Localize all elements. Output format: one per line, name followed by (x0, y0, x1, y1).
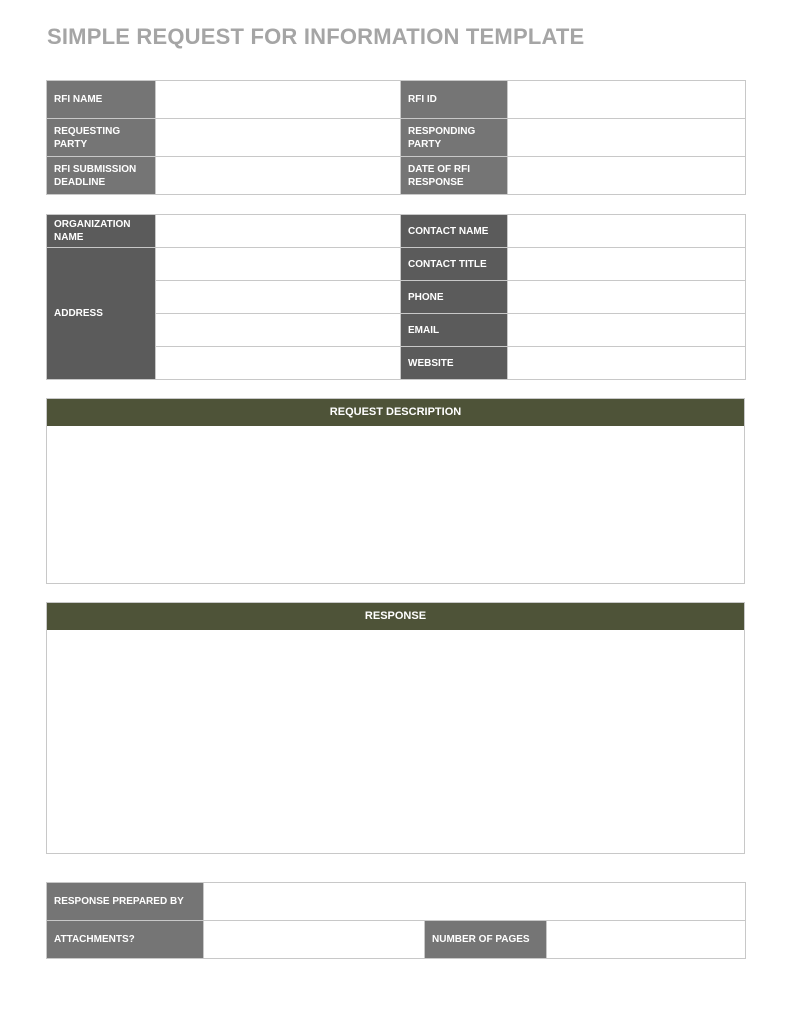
response-prepared-by-field[interactable] (204, 883, 746, 921)
phone-label: PHONE (401, 281, 508, 314)
responding-party-label: RESPONDING PARTY (401, 119, 508, 157)
email-field[interactable] (508, 314, 746, 347)
response-header: RESPONSE (47, 603, 744, 630)
rfi-name-label: RFI NAME (47, 81, 156, 119)
address-label: ADDRESS (47, 248, 156, 380)
contact-info-table (46, 214, 746, 380)
requesting-party-label: REQUESTING PARTY (47, 119, 156, 157)
contact-title-label: CONTACT TITLE (401, 248, 508, 281)
request-description-field[interactable] (47, 426, 744, 583)
date-of-response-field[interactable] (508, 157, 746, 195)
contact-name-field[interactable] (508, 215, 746, 248)
response-prepared-by-label: RESPONSE PREPARED BY (47, 883, 204, 921)
website-field[interactable] (508, 347, 746, 380)
contact-name-label: CONTACT NAME (401, 215, 508, 248)
rfi-id-field[interactable] (508, 81, 746, 119)
email-label: EMAIL (401, 314, 508, 347)
response-field[interactable] (47, 630, 744, 853)
address-line-3-field[interactable] (156, 314, 401, 347)
address-line-4-field[interactable] (156, 347, 401, 380)
address-line-2-field[interactable] (156, 281, 401, 314)
number-of-pages-label: NUMBER OF PAGES (425, 921, 547, 959)
organization-name-field[interactable] (156, 215, 401, 248)
phone-field[interactable] (508, 281, 746, 314)
document-title: SIMPLE REQUEST FOR INFORMATION TEMPLATE (47, 24, 585, 49)
rfi-info-table (46, 80, 746, 195)
request-description-section (46, 398, 745, 584)
date-of-response-label: DATE OF RFI RESPONSE (401, 157, 508, 195)
rfi-name-field[interactable] (156, 81, 401, 119)
number-of-pages-field[interactable] (547, 921, 746, 959)
request-description-header: REQUEST DESCRIPTION (47, 399, 744, 426)
submission-deadline-label: RFI SUBMISSION DEADLINE (47, 157, 156, 195)
requesting-party-field[interactable] (156, 119, 401, 157)
attachments-label: ATTACHMENTS? (47, 921, 204, 959)
organization-name-label: ORGANIZATION NAME (47, 215, 156, 248)
website-label: WEBSITE (401, 347, 508, 380)
response-details-table (46, 882, 746, 959)
responding-party-field[interactable] (508, 119, 746, 157)
response-section (46, 602, 745, 854)
address-line-1-field[interactable] (156, 248, 401, 281)
attachments-field[interactable] (204, 921, 425, 959)
rfi-id-label: RFI ID (401, 81, 508, 119)
submission-deadline-field[interactable] (156, 157, 401, 195)
contact-title-field[interactable] (508, 248, 746, 281)
